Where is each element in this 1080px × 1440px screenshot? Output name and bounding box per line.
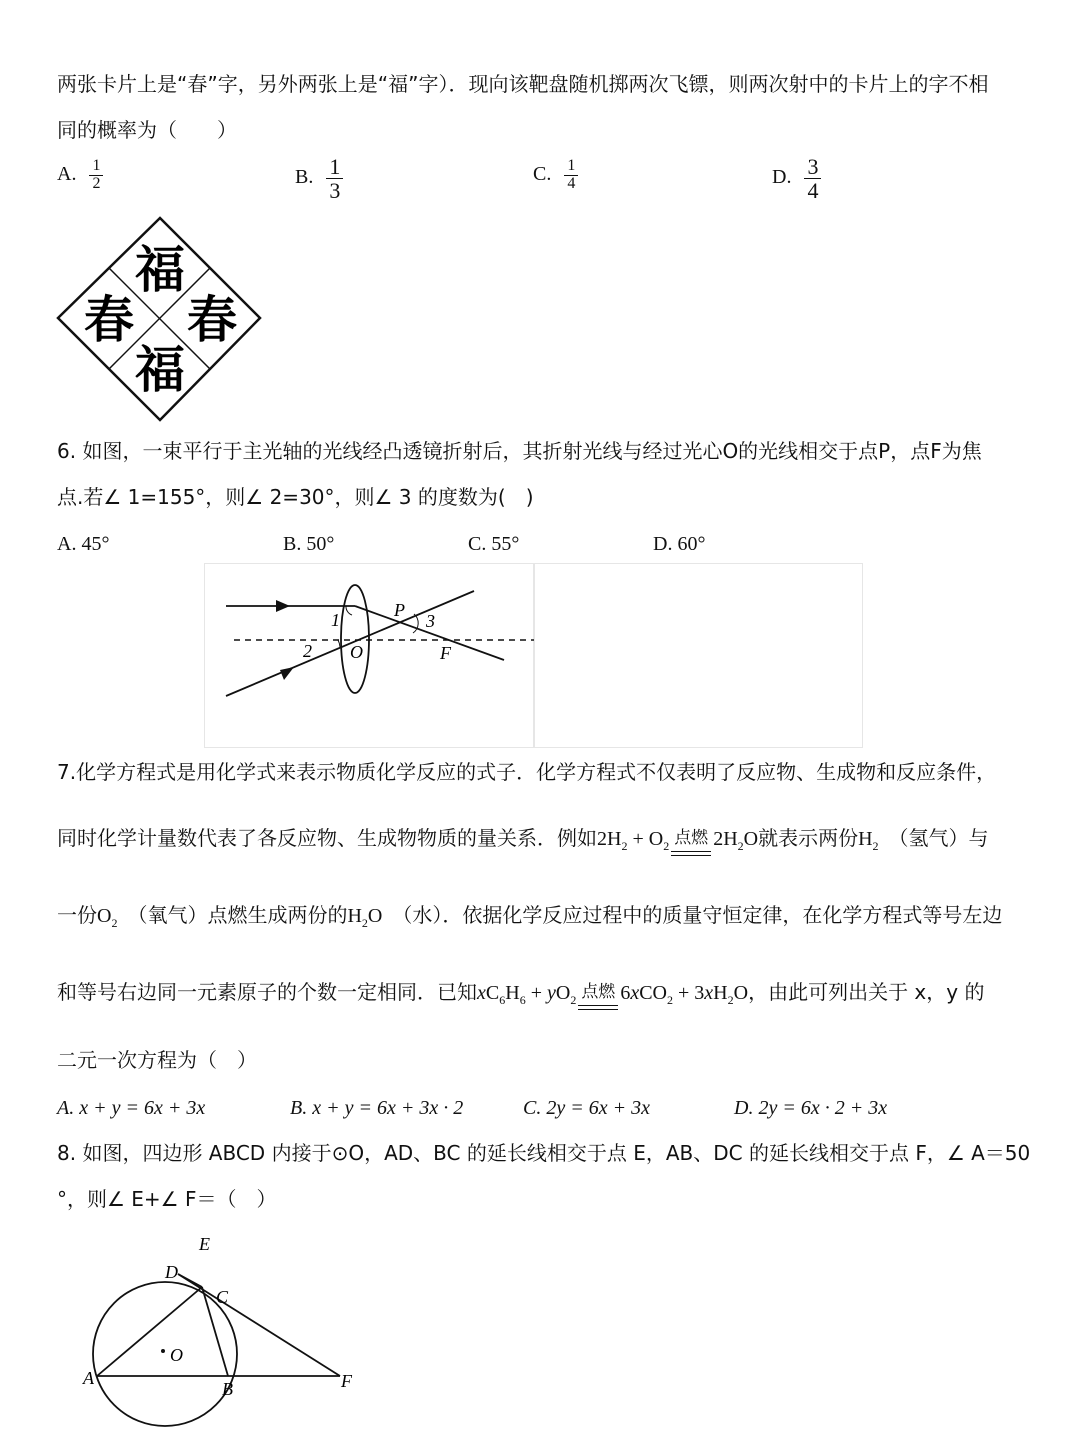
point-f-label: F xyxy=(440,643,451,663)
q5-option-b[interactable]: B. $\frac{1}{3}$ xyxy=(295,155,343,202)
q7-option-d[interactable]: D. 2y = 6x · 2 + 3x xyxy=(734,1097,888,1119)
fraction: $\frac{3}{4}$ xyxy=(804,155,821,202)
q7-text-line2: 同时化学计量数代表了各反应物、生成物物质的量关系．例如$2H_2 + O_2$ 点燃 $2H_2O$就表示两份$H_2$ （氢气）与 xyxy=(57,828,989,856)
q7-text-line3: 一份$O_2$ （氧气）点燃生成两份的$H_2O$ （水）．依据化学反应过程中的质量守恒定律，在化学方程式等号左边 xyxy=(57,903,1003,930)
q8-text-line2: °，则∠ E+∠ F＝（ ） xyxy=(57,1187,277,1211)
point-e-label: E xyxy=(199,1234,210,1254)
equation-water: $2H_2 + O_2$ 点燃 $2H_2O$ xyxy=(597,828,758,850)
lens-figure xyxy=(204,563,864,749)
q7-option-b[interactable]: B. x + y = 6x + 3x · 2 xyxy=(290,1097,464,1119)
dartboard-figure xyxy=(55,215,265,425)
q7-text-line5: 二元一次方程为（ ） xyxy=(57,1048,257,1072)
card-top: 福 xyxy=(135,241,185,299)
q6-option-a[interactable]: A. 45° xyxy=(57,533,110,555)
q5-option-a[interactable]: A. $\frac{1}{2}$ xyxy=(57,158,103,193)
card-bottom: 福 xyxy=(135,341,185,399)
point-c-label: C xyxy=(216,1287,229,1307)
circle-figure xyxy=(80,1228,370,1433)
fraction: $\frac{1}{3}$ xyxy=(326,155,343,202)
fraction: $\frac{1}{4}$ xyxy=(564,158,578,193)
q7-text-line4: 和等号右边同一元素原子的个数一定相同．已知$xC_6H_6 + yO_2$ 点燃 $6xCO_2 + 3xH_2O$，由此可列出关于 x，y 的 xyxy=(57,982,984,1010)
q6-text-line2: 点.若∠ 1=155°，则∠ 2=30°，则∠ 3 的度数为( ) xyxy=(57,485,534,509)
point-p-label: P xyxy=(394,600,405,620)
point-b-label: B xyxy=(222,1379,233,1399)
q6-option-b[interactable]: B. 50° xyxy=(283,533,335,555)
q6-option-c[interactable]: C. 55° xyxy=(468,533,520,555)
q7-text-line1: 7.化学方程式是用化学式来表示物质化学反应的式子．化学方程式不仅表明了反应物、生成物和反应条件， xyxy=(57,760,997,784)
point-d-label: D xyxy=(165,1262,178,1282)
point-f-label: F xyxy=(341,1371,352,1391)
q5-option-c[interactable]: C. $\frac{1}{4}$ xyxy=(533,158,578,193)
reaction-condition: 点燃 xyxy=(671,834,711,856)
point-a-label: A xyxy=(83,1368,94,1388)
point-o-label: O xyxy=(350,642,363,662)
angle-3-label: 3 xyxy=(426,611,435,631)
card-left: 春 xyxy=(84,291,134,349)
q7-option-c[interactable]: C. 2y = 6x + 3x xyxy=(523,1097,650,1119)
fraction: $\frac{1}{2}$ xyxy=(89,158,103,193)
q8-text-line1: 8. 如图，四边形 ABCD 内接于⊙O，AD、BC 的延长线相交于点 E，AB、DC 的延长线相交于点 F，∠ A＝50 xyxy=(57,1141,1031,1165)
q5-text-line1: 两张卡片上是“春”字，另外两张上是“福”字）．现向该靶盘随机掷两次飞镖，则两次射中的卡片上的字不相 xyxy=(57,72,989,96)
q5-text-line2: 同的概率为（ ） xyxy=(57,118,237,142)
q5-option-d[interactable]: D. $\frac{3}{4}$ xyxy=(772,155,821,202)
angle-1-label: 1 xyxy=(331,610,340,630)
reaction-condition: 点燃 xyxy=(578,988,618,1010)
equation-benzene: $xC_6H_6 + yO_2$ 点燃 $6xCO_2 + 3xH_2O$ xyxy=(477,982,748,1004)
q7-option-a[interactable]: A. x + y = 6x + 3x xyxy=(57,1097,206,1119)
q6-option-d[interactable]: D. 60° xyxy=(653,533,706,555)
point-o-label: O xyxy=(170,1345,183,1365)
q6-text-line1: 6. 如图，一束平行于主光轴的光线经凸透镜折射后，其折射光线与经过光心O的光线相交于点P，点F为焦 xyxy=(57,439,982,463)
angle-2-label: 2 xyxy=(303,641,312,661)
card-right: 春 xyxy=(187,291,237,349)
